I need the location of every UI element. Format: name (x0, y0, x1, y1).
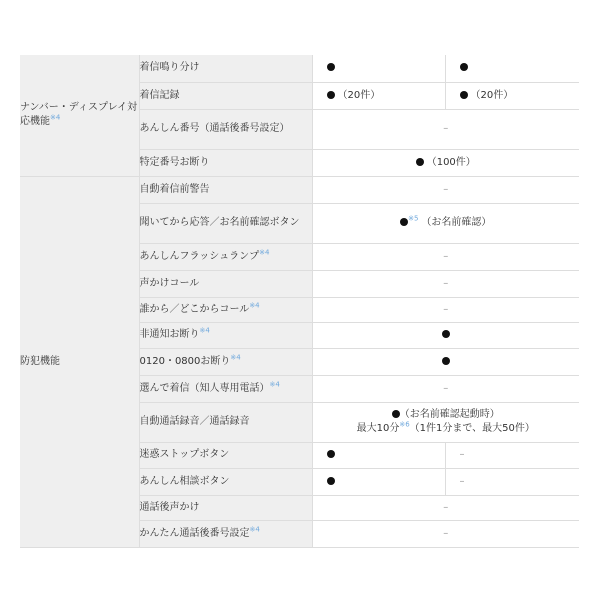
footnote-ref: ※4 (249, 301, 260, 310)
feature-label: あんしん相談ボタン (139, 468, 312, 495)
dash-mark: – (443, 277, 449, 289)
value-cell (312, 270, 579, 297)
feature-label: 着信鳴り分け (139, 55, 312, 82)
footnote-ref: ※5 (408, 214, 419, 223)
filled-dot-icon (327, 63, 335, 71)
value-cell (312, 243, 579, 270)
feature-label: あんしん番号（通話後番号設定） (139, 109, 312, 149)
value-cell (312, 109, 579, 149)
filled-dot-icon (327, 477, 335, 485)
feature-label: 非通知お断り$^{※4}$ (139, 322, 312, 348)
feature-label: 自動着信前警告 (139, 176, 312, 203)
value-cell (312, 375, 579, 402)
value-cell (312, 176, 579, 203)
value-cell: （100件） (312, 149, 579, 176)
value-cell (312, 322, 579, 348)
footnote-ref: ※4 (259, 248, 270, 257)
footnote-ref: ※6 (399, 420, 410, 429)
filled-dot-icon (400, 218, 408, 226)
value-cell (445, 55, 579, 82)
value-cell (312, 55, 445, 82)
filled-dot-icon (460, 91, 468, 99)
filled-dot-icon (392, 410, 400, 418)
value-cell: （20件） (445, 82, 579, 109)
footnote-ref: ※4 (230, 353, 241, 362)
dash-mark: – (443, 250, 449, 262)
category-label: 防犯機能 (20, 355, 60, 367)
dash-mark: – (443, 123, 449, 134)
value-cell (312, 348, 579, 375)
filled-dot-icon (442, 330, 450, 338)
feature-label: 迷惑ストップボタン (139, 442, 312, 468)
dash-mark: – (443, 501, 449, 513)
footnote-ref: ※4 (249, 525, 260, 534)
dash-mark: – (443, 382, 449, 394)
value-cell (312, 297, 579, 322)
category-crime-prevention (20, 176, 139, 547)
feature-label: 選んで着信（知人専用電話）$^{※4}$ (139, 375, 312, 402)
value-cell (312, 495, 579, 520)
footnote-ref: ※4 (50, 113, 61, 122)
value-cell: $^{※5}$ （お名前確認） (312, 203, 579, 243)
filled-dot-icon (327, 450, 335, 458)
table-row (20, 55, 579, 82)
value-cell (445, 468, 579, 495)
feature-label: 特定番号お断り (139, 149, 312, 176)
filled-dot-icon (460, 63, 468, 71)
feature-label: あんしんフラッシュランプ$^{※4}$ (139, 243, 312, 270)
dash-mark: – (459, 475, 465, 487)
value-cell: （20件） (312, 82, 445, 109)
value-cell (445, 442, 579, 468)
spec-table (20, 55, 579, 548)
footnote-ref: ※4 (269, 380, 280, 389)
value-cell (312, 468, 445, 495)
dash-mark: – (443, 183, 449, 195)
footnote-ref: ※4 (199, 326, 210, 335)
value-cell (312, 442, 445, 468)
feature-label: 声かけコール (139, 270, 312, 297)
value-cell (312, 520, 579, 547)
category-display-functions (20, 55, 139, 176)
table-row (20, 176, 579, 203)
feature-label: 通話後声かけ (139, 495, 312, 520)
feature-label: 聞いてから応答／お名前確認ボタン (139, 203, 312, 243)
dash-mark: – (443, 527, 449, 539)
feature-label: 0120・0800お断り$^{※4}$ (139, 348, 312, 375)
filled-dot-icon (416, 158, 424, 166)
filled-dot-icon (442, 357, 450, 365)
dash-mark: – (459, 449, 465, 460)
feature-label: 着信記録 (139, 82, 312, 109)
feature-label: かんたん通話後番号設定$^{※4}$ (139, 520, 312, 547)
filled-dot-icon (327, 91, 335, 99)
value-cell: （お名前確認起動時） 最大10分$^{※6}$（1件1分まで、最大50件） (312, 402, 579, 442)
category-label: ナンバー・ディスプレイ対応機能 (20, 102, 138, 128)
feature-label: 誰から／どこからコール$^{※4}$ (139, 297, 312, 322)
feature-label: 自動通話録音／通話録音 (139, 402, 312, 442)
dash-mark: – (443, 303, 449, 315)
